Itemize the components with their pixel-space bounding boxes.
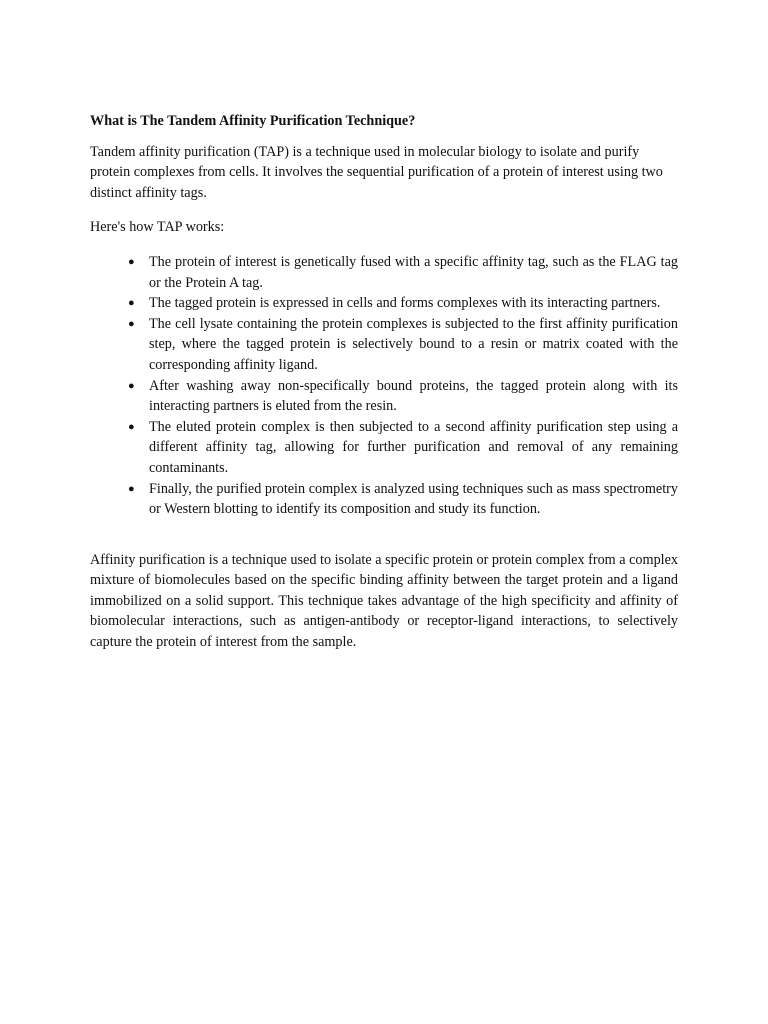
how-it-works-intro: Here's how TAP works:: [90, 219, 225, 236]
document-page: [90, 111, 678, 667]
list-item-text: The protein of interest is genetically fused with a specific affinity tag, such as the FLAG tag or the Protein A tag.: [149, 253, 678, 291]
list-item-text: The eluted protein complex is then subjected to a second affinity purification step using a different affinity tag, allowing for further purification and removal of any remaining contaminants.: [149, 418, 678, 476]
steps-list: [90, 252, 678, 520]
closing-paragraph: Affinity purification is a technique used to isolate a specific protein or protein complex from a complex mixture of biomolecules based on the specific binding affinity between the target protein and a ligand immobilized on a solid support. This technique takes advantage of the high specificity and affinity of biomolecular interactions, such as antigen-antibody or receptor-ligand interactions, to selectively capture the protein of interest from the sample.: [90, 551, 678, 651]
list-item-text: The tagged protein is expressed in cells and forms complexes with its interacting partners.: [149, 295, 661, 312]
bullet-icon: ●: [128, 317, 135, 330]
bullet-icon: ●: [128, 379, 135, 392]
bullet-icon: ●: [128, 255, 135, 268]
intro-paragraph: Tandem affinity purification (TAP) is a technique used in molecular biology to isolate and purify protein complexes from cells. It involves the sequential purification of a protein of interest using two distinct affinity tags.: [90, 143, 663, 201]
list-item-text: After washing away non-specifically bound proteins, the tagged protein along with its interacting partners is eluted from the resin.: [149, 377, 678, 415]
list-item: [128, 417, 678, 479]
bullet-icon: ●: [128, 482, 135, 495]
bullet-icon: ●: [128, 420, 135, 433]
document-heading: What is The Tandem Affinity Purification Technique?: [90, 113, 416, 129]
bullet-icon: ●: [128, 297, 135, 310]
list-item-text: Finally, the purified protein complex is analyzed using techniques such as mass spectrometry or Western blotting to identify its composition and study its function.: [149, 480, 678, 518]
list-item: [128, 314, 678, 376]
list-item: [128, 293, 678, 314]
list-item: [128, 252, 678, 293]
list-item: [128, 376, 678, 417]
list-item-text: The cell lysate containing the protein complexes is subjected to the first affinity purification step, where the tagged protein is selectively bound to a resin or matrix coated with the corresponding affinity ligand.: [149, 315, 678, 373]
list-item: [128, 479, 678, 520]
